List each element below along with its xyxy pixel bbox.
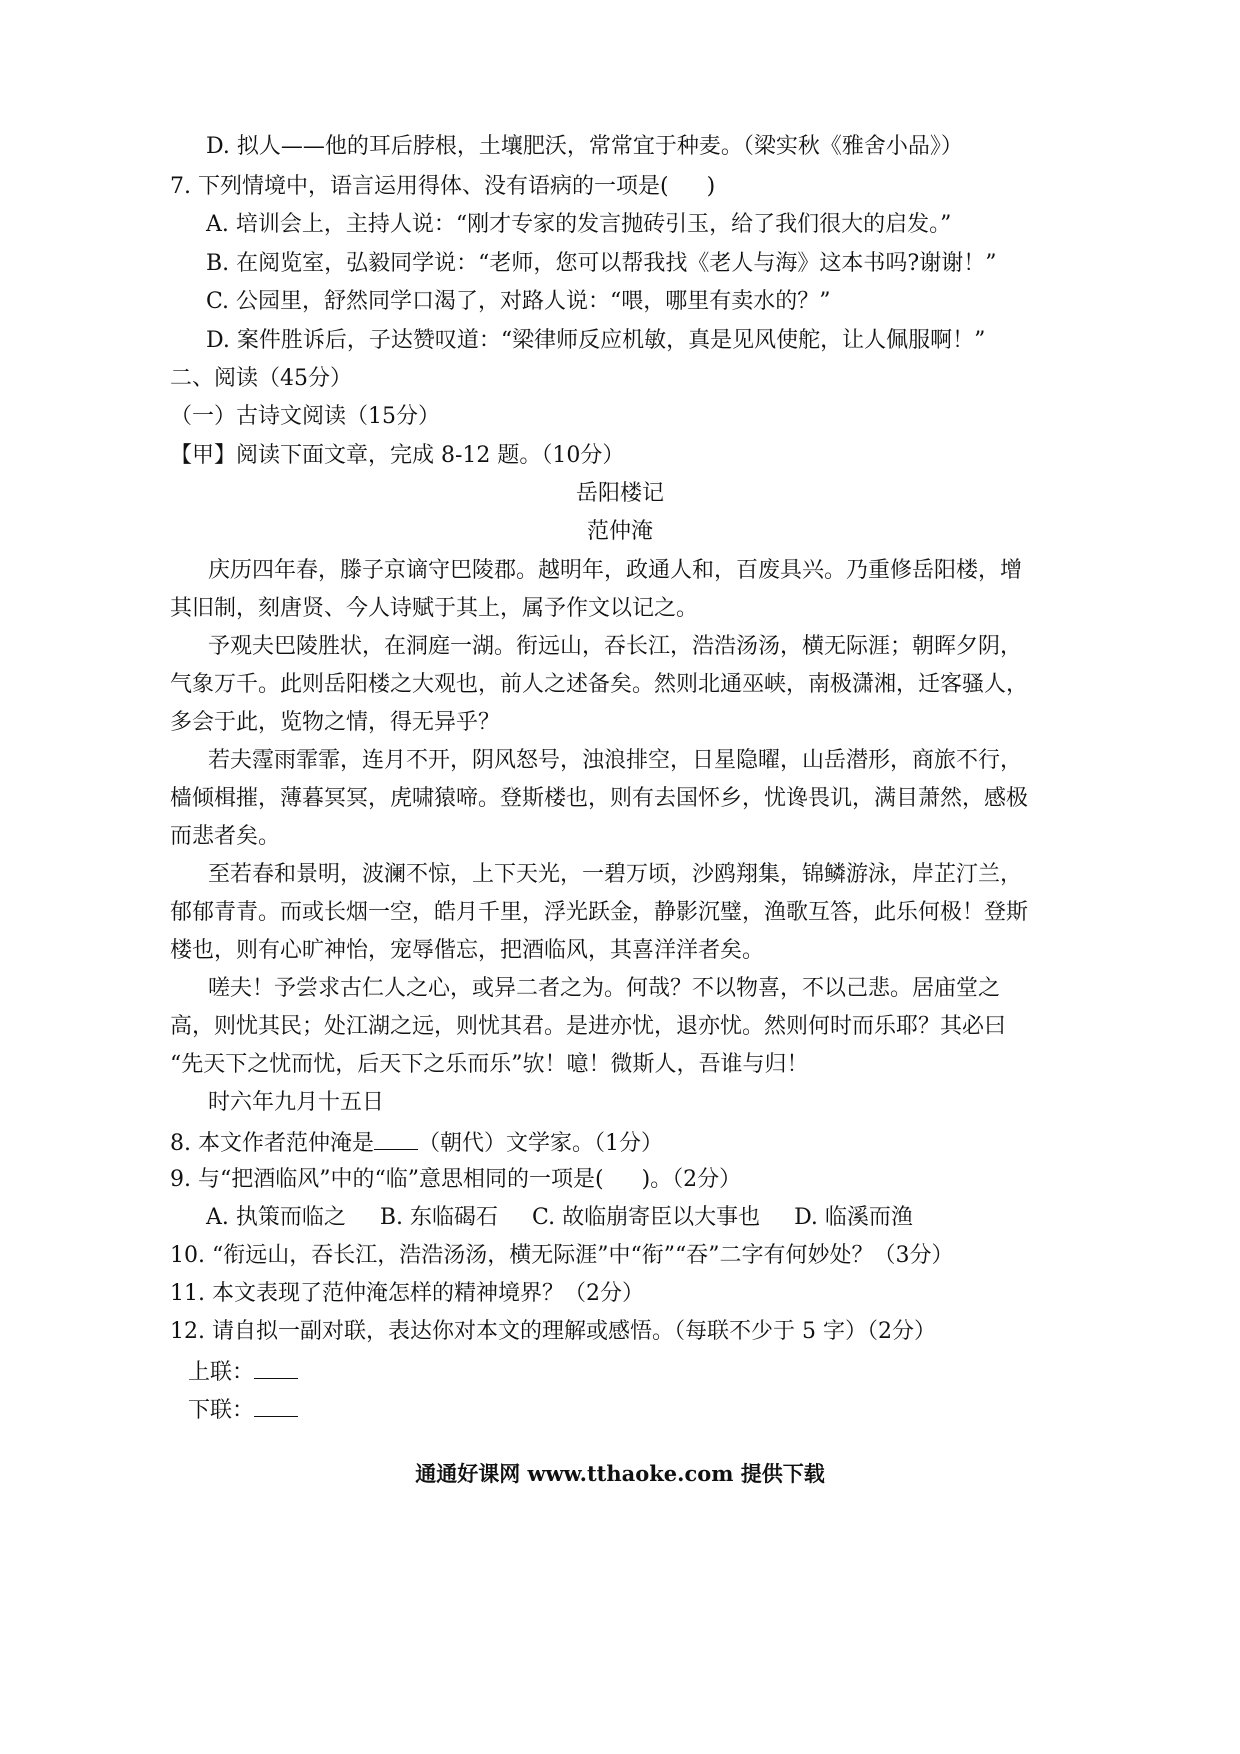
- couplet-upper-label: 上联：: [188, 1360, 255, 1385]
- q9-option-c: C. 故临崩寄臣以大事也: [532, 1205, 761, 1230]
- essay-line: 至若春和景明，波澜不惊，上下天光，一碧万顷，沙鸥翔集，锦鳞游泳，岸芷汀兰，: [208, 862, 1023, 887]
- q12: 12. 请自拟一副对联，表达你对本文的理解或感悟。（每联不少于 5 字）（2分）: [170, 1319, 936, 1344]
- couplet-lower-blank[interactable]: [254, 1394, 298, 1417]
- essay-line: 高，则忧其民；处江湖之远，则忧其君。是进亦忧，退亦忧。然则何时而乐耶？其必曰: [170, 1014, 1007, 1039]
- q7-option-a: A. 培训会上，主持人说：“刚才专家的发言抛砖引玉，给了我们很大的启发。”: [206, 212, 952, 237]
- q7-option-c: C. 公园里，舒然同学口渴了，对路人说：“喂，哪里有卖水的？”: [206, 289, 831, 314]
- subsection-heading: （一）古诗文阅读（15分）: [170, 404, 440, 429]
- essay-author: 范仲淹: [586, 519, 653, 544]
- essay-line: 嗟夫！予尝求古仁人之心，或异二者之为。何哉？不以物喜，不以己悲。居庙堂之: [208, 976, 1001, 1001]
- couplet-upper: [188, 1356, 298, 1388]
- essay-line: 其旧制，刻唐贤、今人诗赋于其上，属予作文以记之。: [170, 596, 699, 621]
- q7-stem-text: 7. 下列情境中，语言运用得体、没有语病的一项是(: [170, 174, 669, 199]
- essay-line: 而悲者矣。: [170, 824, 281, 849]
- essay-line: 多会于此，览物之情，得无异乎？: [170, 710, 501, 735]
- q9-option-a: A. 执策而临之: [206, 1205, 346, 1230]
- section-heading: 二、阅读（45分）: [170, 366, 352, 391]
- reading-instruction: 【甲】阅读下面文章，完成 8-12 题。（10分）: [170, 443, 625, 468]
- q9-options: [206, 1203, 947, 1233]
- essay-date: 时六年九月十五日: [208, 1090, 385, 1115]
- essay-line: 楼也，则有心旷神怡，宠辱偕忘，把酒临风，其喜洋洋者矣。: [170, 938, 765, 963]
- q8-answer-blank[interactable]: [374, 1127, 418, 1150]
- essay-line: 予观夫巴陵胜状，在洞庭一湖。衔远山，吞长江，浩浩汤汤，横无际涯；朝晖夕阴，: [208, 634, 1023, 659]
- q9: [170, 1165, 741, 1195]
- q9-option-d: D. 临溪而渔: [794, 1205, 913, 1230]
- essay-line: 若夫霪雨霏霏，连月不开，阴风怒号，浊浪排空，日星隐曜，山岳潜形，商旅不行，: [208, 748, 1023, 773]
- q7-stem: [170, 172, 715, 202]
- essay-title: 岳阳楼记: [575, 481, 664, 506]
- couplet-lower: [188, 1394, 298, 1426]
- q7-option-d: D. 案件胜诉后，子达赞叹道：“梁律师反应机敏，真是见风使舵，让人佩服啊！”: [206, 328, 986, 353]
- essay-line: “先天下之忧而忧，后天下之乐而乐”欤！噫！微斯人，吾谁与归！: [170, 1052, 809, 1077]
- q7-stem-close: ): [706, 174, 716, 199]
- essay-line: 庆历四年春，滕子京谪守巴陵郡。越明年，政通人和，百废具兴。乃重修岳阳楼，增: [208, 558, 1023, 583]
- couplet-lower-label: 下联：: [188, 1398, 255, 1423]
- q10: 10. “衔远山，吞长江，浩浩汤汤，横无际涯”中“衔”“吞”二字有何妙处？（3分）: [170, 1243, 954, 1268]
- q8-text-end: （朝代）文学家。（1分）: [417, 1131, 663, 1156]
- essay-line: 樯倾楫摧，薄暮冥冥，虎啸猿啼。登斯楼也，则有去国怀乡，忧谗畏讥，满目萧然，感极: [170, 786, 1029, 811]
- q6-option-d: D. 拟人——他的耳后脖根，土壤肥沃，常常宜于种麦。（梁实秋《雅舍小品》）: [206, 134, 963, 159]
- couplet-upper-blank[interactable]: [254, 1356, 298, 1379]
- q9-option-b: B. 东临碣石: [379, 1205, 499, 1230]
- essay-line: 气象万千。此则岳阳楼之大观也，前人之述备矣。然则北通巫峡，南极潇湘，迁客骚人，: [170, 672, 1029, 697]
- q9-text: 9. 与“把酒临风”中的“临”意思相同的一项是(: [170, 1167, 604, 1192]
- q8-text: 8. 本文作者范仲淹是: [170, 1131, 374, 1156]
- q8: [170, 1127, 663, 1159]
- essay-line: 郁郁青青。而或长烟一空，皓月千里，浮光跃金，静影沉璧，渔歌互答，此乐何极！登斯: [170, 900, 1029, 925]
- q11: 11. 本文表现了范仲淹怎样的精神境界？（2分）: [170, 1281, 644, 1306]
- q7-option-b: B. 在阅览室，弘毅同学说：“老师，您可以帮我找《老人与海》这本书吗?谢谢！”: [206, 251, 997, 276]
- q9-text-end: )。（2分）: [641, 1167, 742, 1192]
- page-footer: 通通好课网 www.tthaoke.com 提供下载: [415, 1461, 825, 1486]
